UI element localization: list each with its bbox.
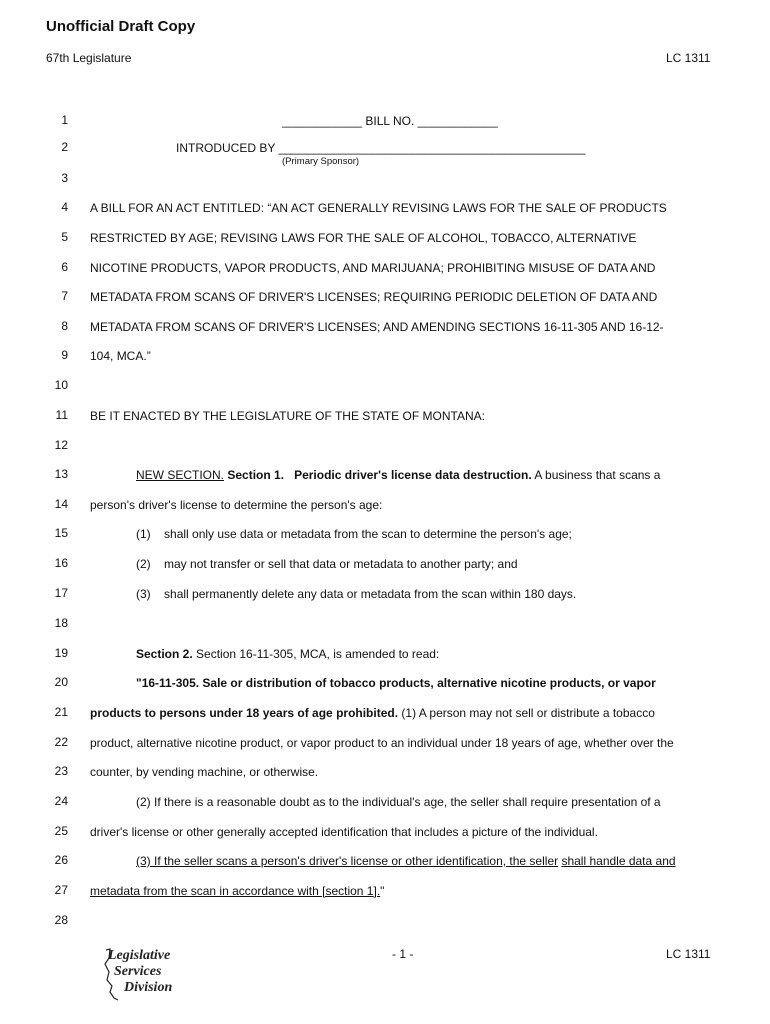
- line-number: 9: [61, 348, 68, 362]
- line-number: 18: [54, 616, 68, 630]
- logo-line: Legislative: [108, 948, 171, 963]
- line-number: 23: [54, 764, 68, 778]
- section-1-text: A business that scans a: [531, 468, 661, 482]
- subsection-3-new-text: [136, 853, 676, 869]
- item-number: (2): [136, 557, 151, 571]
- logo-line: Division: [124, 980, 173, 995]
- line-number: 5: [61, 230, 68, 244]
- line-number: 15: [54, 526, 68, 540]
- code-heading-cont: [90, 705, 655, 721]
- code-section-heading: [136, 675, 656, 691]
- section-2-intro: [136, 646, 439, 662]
- line-number: 27: [54, 883, 68, 897]
- code-heading-text-cont: products to persons under 18 years of age prohibited.: [90, 706, 399, 720]
- line-number: 25: [54, 824, 68, 838]
- lc-number-header: LC 1311: [666, 51, 711, 65]
- line-number: 1: [61, 113, 68, 127]
- logo-line: Services: [114, 964, 162, 979]
- line-number: 3: [61, 171, 68, 185]
- subsection-1-text-end: counter, by vending machine, or otherwise.: [90, 765, 319, 779]
- subsection-3-new-text-cont: [90, 883, 384, 899]
- line-number: 4: [61, 200, 68, 214]
- subsection-2-text-cont: driver's license or other generally accepted identification that includes a picture of the individual.: [90, 825, 598, 839]
- subsection-1-text: (1) A person may not sell or distribute a tobacco: [398, 706, 655, 720]
- bill-title-line: RESTRICTED BY AGE; REVISING LAWS FOR THE SALE OF ALCOHOL, TOBACCO, ALTERNATIVE: [90, 231, 637, 245]
- line-number: 13: [54, 467, 68, 481]
- line-number: 22: [54, 735, 68, 749]
- bill-title-line: 104, MCA.”: [90, 349, 151, 363]
- line-number: 7: [61, 289, 68, 303]
- line-number: 8: [61, 319, 68, 333]
- item-text: shall only use data or metadata from the scan to determine the person's age;: [164, 527, 572, 541]
- closing-quote: ": [380, 884, 385, 898]
- line-number: 2: [61, 140, 68, 154]
- inserted-text: shall handle data and: [561, 854, 676, 868]
- line-number: 24: [54, 794, 68, 808]
- line-number: 10: [54, 378, 68, 392]
- line-number: 17: [54, 586, 68, 600]
- line-number: 16: [54, 556, 68, 570]
- primary-sponsor-label: (Primary Sponsor): [282, 156, 360, 167]
- code-heading-text: "16-11-305. Sale or distribution of tobacco products, alternative nicotine products, or vapor: [136, 676, 656, 690]
- section-1-item: [136, 526, 572, 542]
- line-number: 20: [54, 675, 68, 689]
- item-text: may not transfer or sell that data or metadata to another party; and: [164, 557, 518, 571]
- item-text: shall permanently delete any data or metadata from the scan within 180 days.: [164, 587, 577, 601]
- bill-title-line: METADATA FROM SCANS OF DRIVER'S LICENSES; REQUIRING PERIODIC DELETION OF DATA AND: [90, 290, 658, 304]
- subsection-2-text: (2) If there is a reasonable doubt as to the individual's age, the seller shall require presentation of a: [136, 795, 661, 809]
- section-1-text-cont: person's driver's license to determine the person's age:: [90, 498, 383, 512]
- line-number: 6: [61, 260, 68, 274]
- bill-title-line: METADATA FROM SCANS OF DRIVER'S LICENSES; AND AMENDING SECTIONS 16-11-305 AND 16-12-: [90, 320, 664, 334]
- enacting-clause: BE IT ENACTED BY THE LEGISLATURE OF THE STATE OF MONTANA:: [90, 409, 485, 423]
- introduced-by-line: INTRODUCED BY ______________________________________________: [176, 141, 586, 155]
- section-1-catchline: Periodic driver's license data destruction.: [294, 468, 532, 482]
- line-number: 26: [54, 853, 68, 867]
- section-2-intro-text: Section 16-11-305, MCA, is amended to read:: [192, 647, 440, 661]
- new-section-label: NEW SECTION.: [136, 468, 225, 482]
- bill-title-line: A BILL FOR AN ACT ENTITLED: “AN ACT GENERALLY REVISING LAWS FOR THE SALE OF PRODUCTS: [90, 201, 667, 215]
- inserted-text: (3) If the seller scans a person's driver's license or other identification, the seller: [136, 854, 559, 868]
- line-number: 11: [55, 408, 68, 422]
- item-number: (1): [136, 527, 151, 541]
- line-number: 21: [54, 705, 68, 719]
- line-number: 12: [54, 438, 68, 452]
- legislature-label: 67th Legislature: [46, 51, 132, 65]
- item-number: (3): [136, 587, 151, 601]
- page-title: Unofficial Draft Copy: [46, 18, 196, 35]
- page-number: - 1 -: [392, 947, 414, 961]
- section-1-item: [136, 586, 576, 602]
- line-number: 19: [54, 646, 68, 660]
- inserted-text: metadata from the scan in accordance with [section 1].: [90, 884, 381, 898]
- bill-number-line: ____________ BILL NO. ____________: [282, 114, 498, 128]
- section-1-heading: [136, 467, 660, 483]
- section-1-item: [136, 556, 518, 572]
- section-1-label: Section 1.: [224, 468, 285, 482]
- line-number: 28: [54, 913, 68, 927]
- lc-number-footer: LC 1311: [666, 947, 711, 961]
- line-number: 14: [54, 497, 68, 511]
- section-2-label: Section 2.: [136, 647, 193, 661]
- subsection-1-text-cont: product, alternative nicotine product, or vapor product to an individual under 18 years of age, whether over the: [90, 736, 674, 750]
- legislative-services-division-logo: [100, 946, 190, 1002]
- bill-title-line: NICOTINE PRODUCTS, VAPOR PRODUCTS, AND MARIJUANA; PROHIBITING MISUSE OF DATA AND: [90, 261, 656, 275]
